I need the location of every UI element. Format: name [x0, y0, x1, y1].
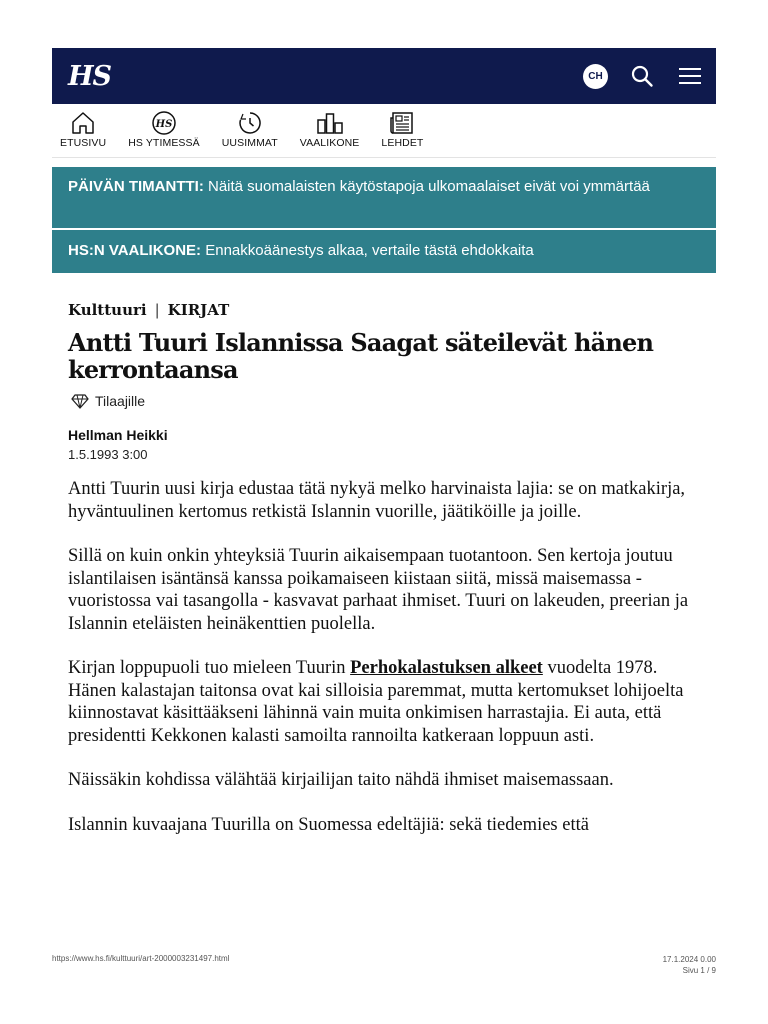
- article-author[interactable]: Hellman Heikki: [68, 427, 168, 443]
- subsection-link[interactable]: KIRJAT: [167, 301, 230, 319]
- section-link[interactable]: Kulttuuri: [68, 301, 147, 319]
- paragraph-text: Kirjan loppupuoli tuo mieleen Tuurin: [68, 658, 351, 678]
- paragraph: Antti Tuurin uusi kirja edustaa tätä nykyä melko harvinaista lajia: se on matkakirja, hyväntuulinen kertomus retkistä Islannin vuorille, jäätiköille ja joille.: [68, 479, 686, 522]
- hamburger-menu-icon[interactable]: [676, 62, 704, 90]
- print-footer-datetime: 17.1.2024 0.00: [662, 955, 716, 964]
- promo-banner-vaalikone[interactable]: [52, 230, 716, 273]
- paragraph: [68, 657, 700, 747]
- top-bar-actions: [583, 62, 704, 90]
- subscriber-label: Tilaajille: [95, 393, 146, 409]
- subscriber-badge: [68, 393, 700, 409]
- print-footer-url: https://www.hs.fi/kulttuuri/art-2000003231497.html: [52, 954, 230, 963]
- article-headline: Antti Tuuri Islannissa Saagat säteilevät hänen kerrontaansa: [68, 328, 654, 384]
- nav-label: VAALIKONE: [299, 137, 360, 149]
- banner-text: Ennakkoäänestys alkaa, vertaile tästä ehdokkaita: [201, 242, 534, 259]
- home-icon: [70, 111, 96, 135]
- hs-logo[interactable]: HS: [68, 60, 112, 92]
- print-footer-page: Sivu 1 / 9: [682, 966, 716, 975]
- bar-chart-icon: [316, 111, 344, 135]
- banner-text: Näitä suomalaisten käytöstapoja ulkomaalaiset eivät voi ymmärtää: [203, 178, 650, 195]
- nav-item-hs-ytimessa[interactable]: [128, 111, 200, 149]
- user-avatar[interactable]: CH: [583, 64, 608, 89]
- nav-item-uusimmat[interactable]: [222, 111, 278, 149]
- hs-circle-icon: [151, 111, 177, 135]
- nav-item-etusivu[interactable]: [60, 111, 106, 149]
- nav-label: UUSIMMAT: [221, 137, 278, 149]
- newspaper-icon: [389, 111, 415, 135]
- paragraph: Sillä on kuin onkin yhteyksiä Tuurin aikaisempaan tuotantoon. Sen kertoja joutuu islantilaisen isäntänsä kanssa poikamaiseen kiistaan siitä, missä maisemassa - vuoristossa vai tasangolla - kasvavat parhaat ihmiset. Tuuri on lakeuden, preerian ja Islannin eteläisten heinäkenttien puolella.: [68, 546, 689, 634]
- nav-item-vaalikone[interactable]: [300, 111, 360, 149]
- top-bar: [52, 48, 716, 104]
- diamond-icon: [71, 393, 89, 409]
- nav-label: ETUSIVU: [60, 137, 107, 149]
- nav-label: LEHDET: [381, 137, 424, 149]
- article-body: [68, 478, 700, 836]
- banner-prefix: PÄIVÄN TIMANTTI:: [68, 178, 204, 195]
- paragraph: Islannin kuvaajana Tuurilla on Suomessa edeltäjiä: sekä tiedemies että: [68, 814, 589, 835]
- paragraph: Näissäkin kohdissa välähtää kirjailijan taito nähdä ihmiset maisemassaan.: [68, 770, 614, 790]
- print-footer-meta: [663, 954, 716, 976]
- article-date: 1.5.1993 3:00: [68, 447, 148, 462]
- article: [52, 301, 716, 836]
- clock-icon: [237, 111, 263, 135]
- paragraph-text: vuodelta 1978. Hänen kalastajan taitonsa ovat kai silloisia paremmat, mutta kertomukset lohijoelta kiinnostavat käsittääkseni lähinnä vain muita onkimisen harrastajia. Ei auta, että presidentti Kekkonen kalasti samoilta rannoilta katkeraan loppuun asti.: [68, 658, 684, 746]
- book-title-link[interactable]: Perhokalastuksen alkeet: [350, 658, 543, 678]
- banner-prefix: HS:N VAALIKONE:: [68, 242, 202, 259]
- nav-label: HS YTIMESSÄ: [128, 137, 200, 149]
- breadcrumb-separator: |: [154, 301, 160, 319]
- page: [52, 48, 716, 858]
- svg-text:HS: HS: [155, 119, 173, 130]
- promo-banner-paivan-timantti[interactable]: [52, 167, 716, 228]
- nav-item-lehdet[interactable]: [381, 111, 423, 149]
- search-icon[interactable]: [628, 62, 656, 90]
- section-breadcrumb: [68, 301, 700, 319]
- main-navigation: [52, 104, 716, 158]
